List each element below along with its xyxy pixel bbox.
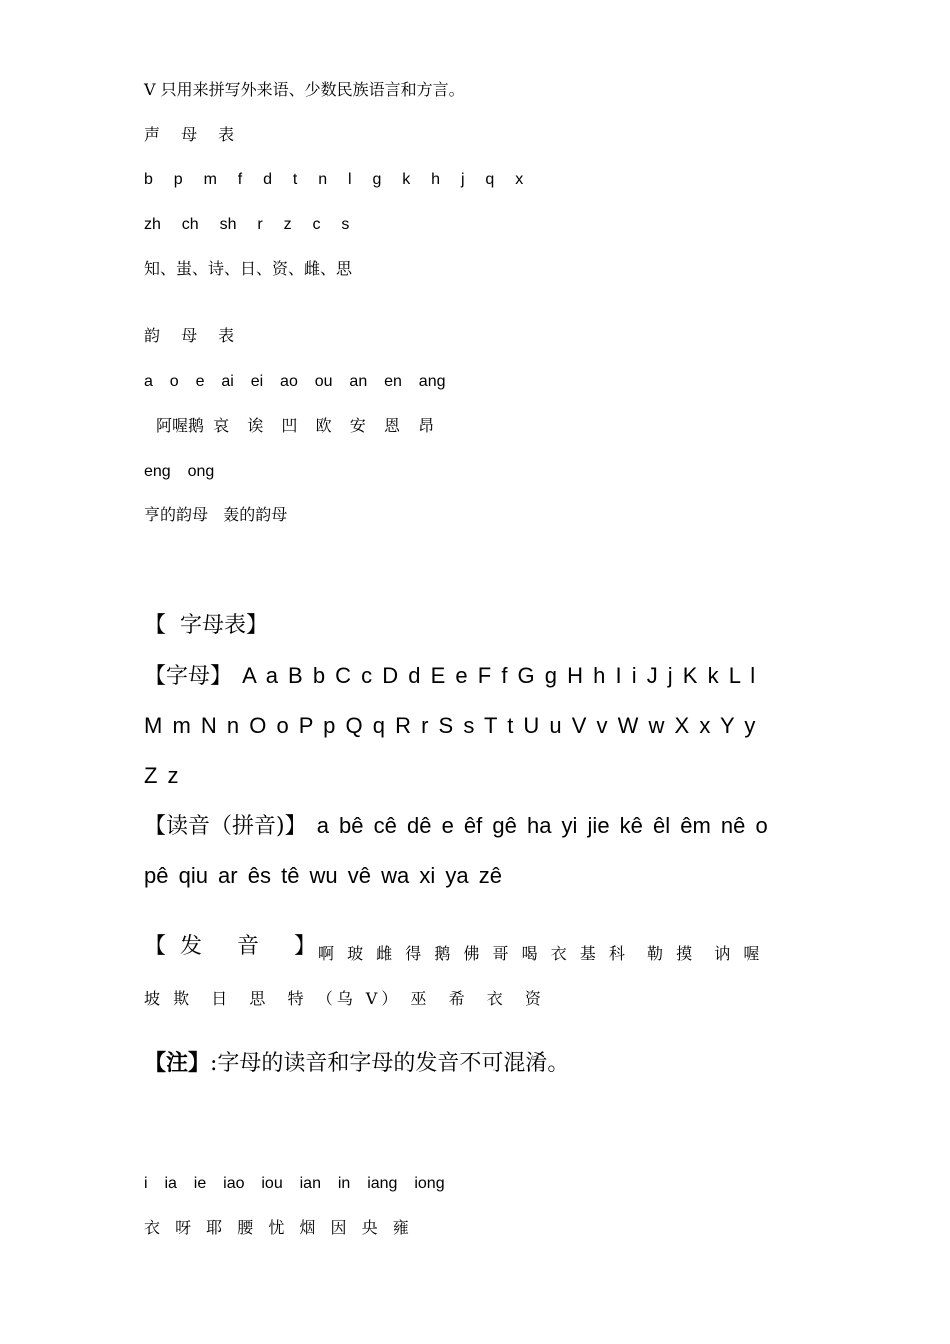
reading-line-1 <box>144 815 768 838</box>
pronunciation-line-1: 啊 玻 雌 得 鹅 佛 哥 喝 衣 基 科 勒 摸 讷 喔 <box>318 944 764 963</box>
yunmu-row-3: eng ong <box>144 463 215 480</box>
letters-line-3: Z z <box>144 763 179 788</box>
yunmu-row-1: a o e ai ei ao ou an en ang <box>144 373 446 390</box>
letters-label: 【字母】 <box>144 664 233 689</box>
yunmu-row-4: 亨的韵母 轰的韵母 <box>144 505 288 524</box>
letters-line-1 <box>144 665 755 688</box>
shengmu-row-3: 知、蚩、诗、日、资、雌、思 <box>144 259 353 278</box>
shengmu-table-title: 声 母 表 <box>144 125 243 144</box>
pronunciation-line-2: 坡 欺 日 思 特 （乌 V） 巫 希 衣 资 <box>144 989 545 1008</box>
alphabet-table-title: 【 字母表】 <box>144 613 268 638</box>
i-yunmu-row-1: i ia ie iao iou ian in iang iong <box>144 1175 445 1192</box>
reading-label: 【读音（拼音)】 <box>144 814 307 839</box>
letters-text-1: A a B b C c D d E e F f G g H h I i J j K k L l <box>232 663 756 688</box>
yunmu-table-title: 韵 母 表 <box>144 326 243 345</box>
note-label: 【注】 <box>144 1050 211 1076</box>
shengmu-row-2: zh ch sh r z c s <box>144 216 350 233</box>
shengmu-row-1: b p m f d t n l g k h j q x <box>144 171 524 188</box>
reading-line-2: pê qiu ar ês tê wu vê wa xi ya zê <box>144 863 502 888</box>
letters-line-2: M m N n O o P p Q q R r S s T t U u V v W w X x Y y <box>144 713 756 738</box>
note-text: :字母的读音和字母的发音不可混淆。 <box>210 1051 570 1076</box>
i-yunmu-row-2: 衣 呀 耶 腰 忧 烟 因 央 雍 <box>144 1218 414 1237</box>
shengmu-note: V 只用来拼写外来语、少数民族语言和方言。 <box>144 80 465 99</box>
reading-text-1: a bê cê dê e êf gê ha yi jie kê êl êm nê o <box>306 813 768 838</box>
note-line <box>144 1052 569 1075</box>
pronunciation-label: 【发 音 】 <box>144 934 330 959</box>
yunmu-row-2: 阿喔鹅 哀 诶 凹 欧 安 恩 昂 <box>156 416 435 435</box>
